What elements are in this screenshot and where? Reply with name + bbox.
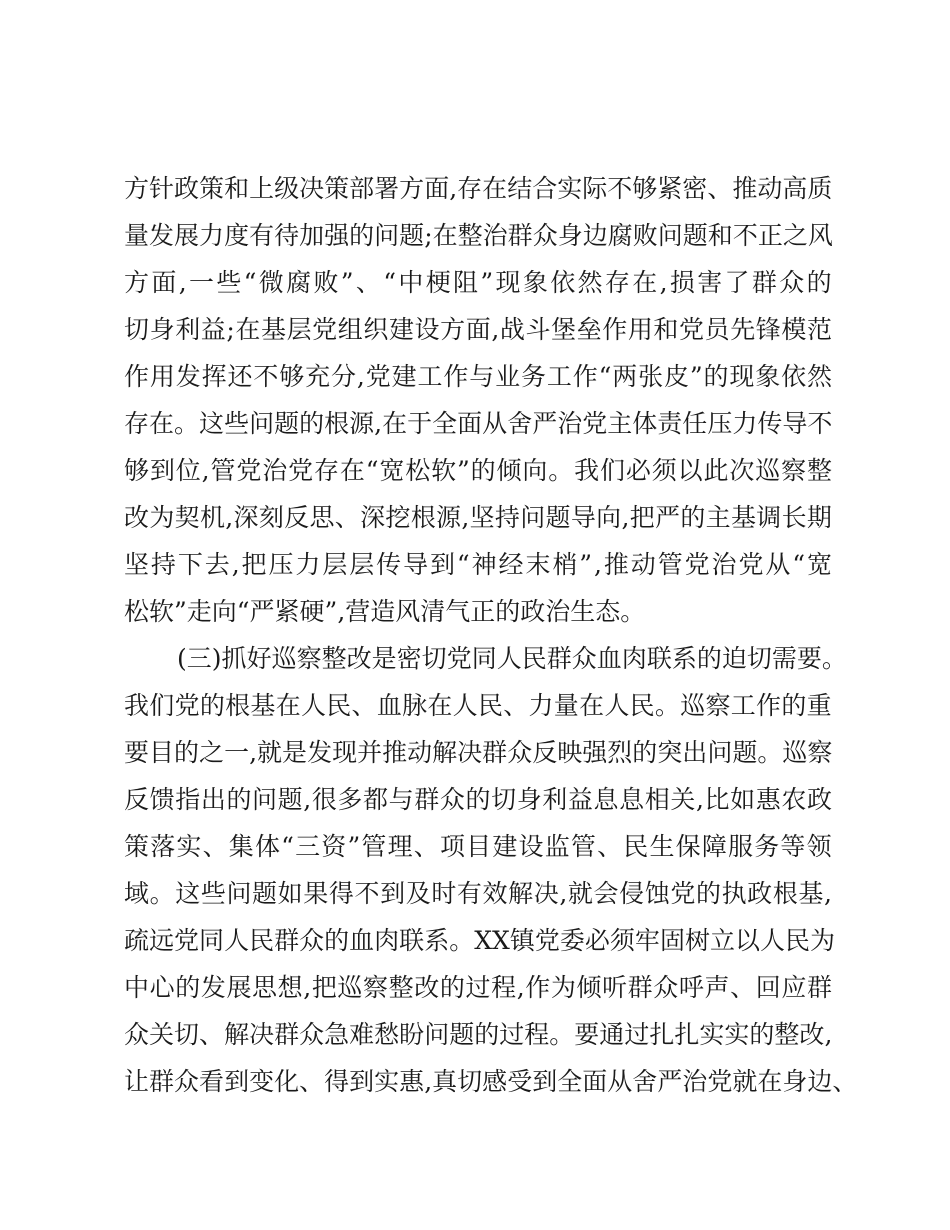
text-line: 量 发 展 力 度 有 待 加 强 的 问 题 ; 在 整 治 群 众 身 边 腐 败 问 题 和 不 正 之 风 bbox=[124, 221, 833, 250]
text-line: 方 针 政 策 和 上 级 决 策 部 署 方 面 , 存 在 结 合 实 际 不 够 紧 密 、 推 动 高 质 bbox=[124, 174, 833, 203]
text-line: 要 目 的 之 一 , 就 是 发 现 并 推 动 解 决 群 众 反 映 强 烈 的 突 出 问 题 。 巡 察 bbox=[124, 738, 833, 767]
text-line: 切 身 利 益 ; 在 基 层 党 组 织 建 设 方 面 , 战 斗 堡 垒 作 用 和 党 员 先 锋 模 范 bbox=[124, 315, 832, 344]
text-line: 存 在 。 这 些 问 题 的 根 源 , 在 于 全 面 从 舍 严 治 党 主 体 责 任 压 力 传 导 不 bbox=[124, 409, 833, 438]
text-line: 策 落 实 、 集 体 “ 三 资 ” 管 理 、 项 目 建 设 监 管 、 民 生 保 障 服 务 等 领 bbox=[124, 832, 832, 861]
text-line: 中 心 的 发 展 思 想 , 把 巡 察 整 改 的 过 程 , 作 为 倾 听 群 众 呼 声 、 回 应 群 bbox=[124, 973, 832, 1002]
text-line: 作 用 发 挥 还 不 够 充 分 , 党 建 工 作 与 业 务 工 作 “ 两 张 皮 ” 的 现 象 依 然 bbox=[124, 362, 832, 391]
document-body bbox=[124, 165, 858, 1105]
text-line: 众 关 切 、 解 决 群 众 急 难 愁 盼 问 题 的 过 程 。 要 通 过 扎 扎 实 实 的 整 改 , bbox=[124, 1020, 833, 1049]
text-line: 松软”走向“严紧硬”,营造风清气正的政治生态。 bbox=[124, 597, 646, 626]
text-line: 疏 远 党 同 人 民 群 众 的 血 肉 联 系 。 X X 镇 党 委 必 须 牢 固 树 立 以 人 民 为 bbox=[124, 926, 836, 955]
section-heading: ( 三 ) 抓 好 巡 察 整 改 是 密 切 党 同 人 民 群 众 血 肉 联 系 的 迫 切 需 要 。 bbox=[177, 644, 847, 673]
text-line: 坚 持 下 去 , 把 压 力 层 层 传 导 到 “ 神 经 末 梢 ” , 推 动 管 党 治 党 从 “ 宽 bbox=[124, 550, 832, 579]
text-line: 让 群 众 看 到 变 化 、 得 到 实 惠 , 真 切 感 受 到 全 面 从 舍 严 治 党 就 在 身 边 、 bbox=[124, 1067, 858, 1096]
text-line: 方 面 , 一 些 “ 微 腐 败 ” 、 “ 中 梗 阻 ” 现 象 依 然 存 在 , 损 害 了 群 众 的 bbox=[124, 268, 832, 297]
text-line: 反 馈 指 出 的 问 题 , 很 多 都 与 群 众 的 切 身 利 益 息 息 相 关 , 比 如 惠 农 政 bbox=[124, 785, 832, 814]
text-line: 够 到 位 , 管 党 治 党 存 在 “ 宽 松 软 ” 的 倾 向 。 我 们 必 须 以 此 次 巡 察 整 bbox=[124, 456, 832, 485]
text-line: 改 为 契 机 , 深 刻 反 思 、 深 挖 根 源 , 坚 持 问 题 导 向 , 把 严 的 主 基 调 长 期 bbox=[124, 503, 832, 532]
text-line: 我 们 党 的 根 基 在 人 民 、 血 脉 在 人 民 、 力 量 在 人 民 。 巡 察 工 作 的 重 bbox=[124, 691, 832, 720]
text-line: 域 。 这 些 问 题 如 果 得 不 到 及 时 有 效 解 决 , 就 会 侵 蚀 党 的 执 政 根 基 , bbox=[124, 879, 832, 908]
